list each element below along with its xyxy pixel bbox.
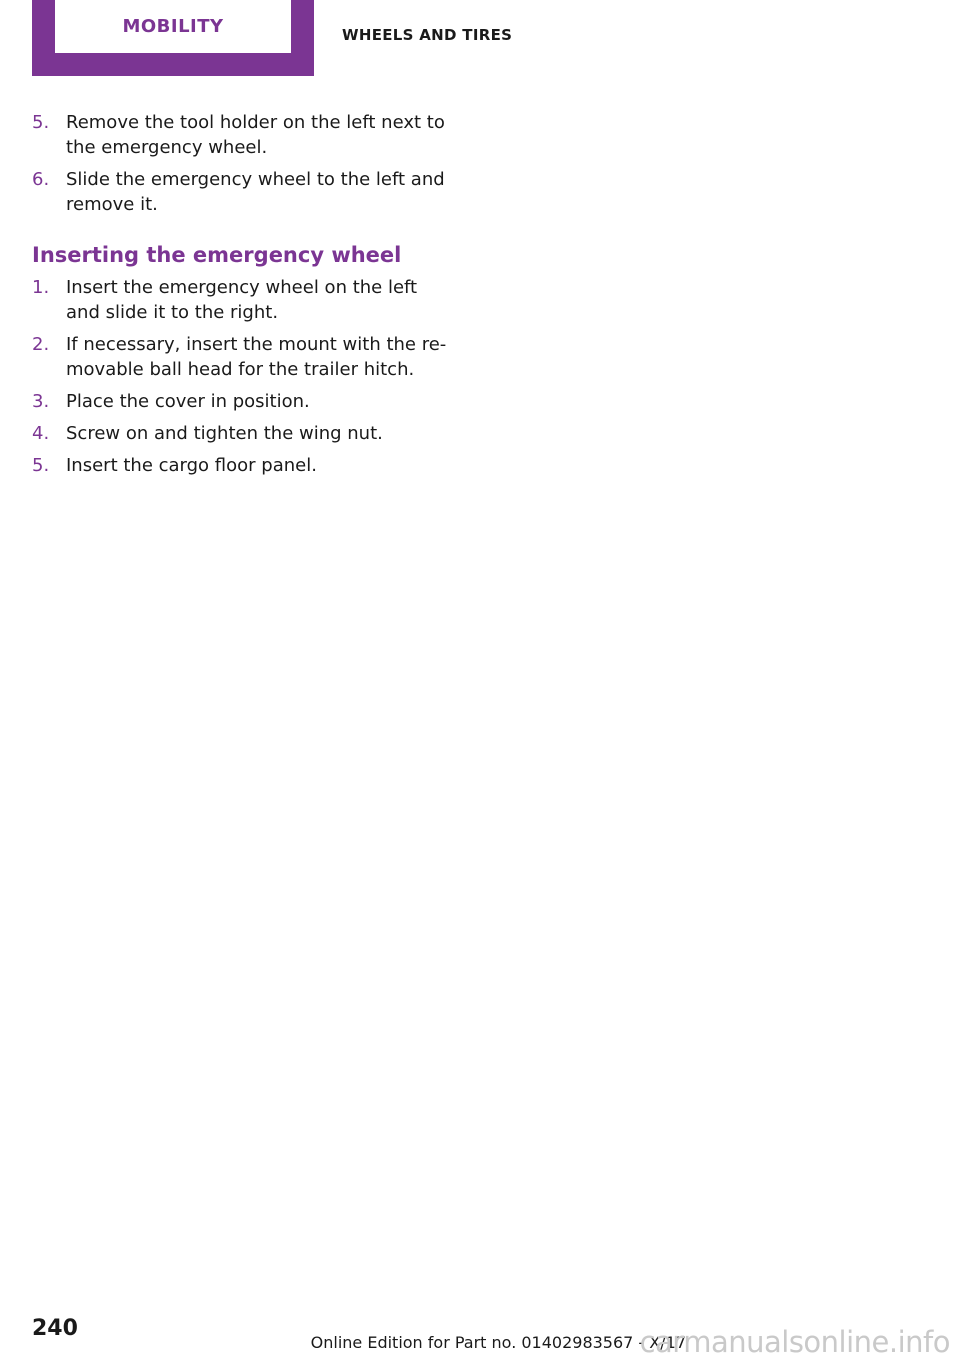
section-label: MOBILITY <box>122 16 224 37</box>
step-text: Screw on and tighten the wing nut. <box>66 423 383 444</box>
removal-steps-list <box>32 110 452 217</box>
step-text: Insert the cargo floor panel. <box>66 455 317 476</box>
step-text: Remove the tool holder on the left next to the emergency wheel. <box>66 112 445 158</box>
watermark: carmanualsonline.info <box>639 1325 950 1359</box>
step-number: 2. <box>32 334 50 355</box>
inserting-heading: Inserting the emergency wheel <box>32 243 402 267</box>
step-text: If necessary, insert the mount with the re‐ movable ball head for the trailer hitch. <box>66 334 447 380</box>
list-item <box>32 332 452 382</box>
section-tab <box>32 0 314 76</box>
list-item <box>32 453 452 478</box>
step-number: 1. <box>32 277 50 298</box>
list-item <box>32 167 452 217</box>
step-number: 3. <box>32 391 50 412</box>
list-item <box>32 389 452 414</box>
page-content <box>32 110 452 485</box>
inserting-steps-list <box>32 275 452 478</box>
step-number: 6. <box>32 169 50 190</box>
step-number: 5. <box>32 112 50 133</box>
edition-footer: Online Edition for Part no. 01402983567 - X/17 <box>310 1333 686 1352</box>
step-text: Place the cover in position. <box>66 391 310 412</box>
step-text: Slide the emergency wheel to the left and remove it. <box>66 169 445 215</box>
list-item <box>32 110 452 160</box>
step-number: 5. <box>32 455 50 476</box>
chapter-title: WHEELS AND TIRES <box>342 26 513 44</box>
page-number: 240 <box>32 1316 78 1341</box>
section-tab-inner <box>55 0 291 53</box>
step-number: 4. <box>32 423 50 444</box>
list-item <box>32 421 452 446</box>
step-text: Insert the emergency wheel on the left and slide it to the right. <box>66 277 418 323</box>
list-item <box>32 275 452 325</box>
